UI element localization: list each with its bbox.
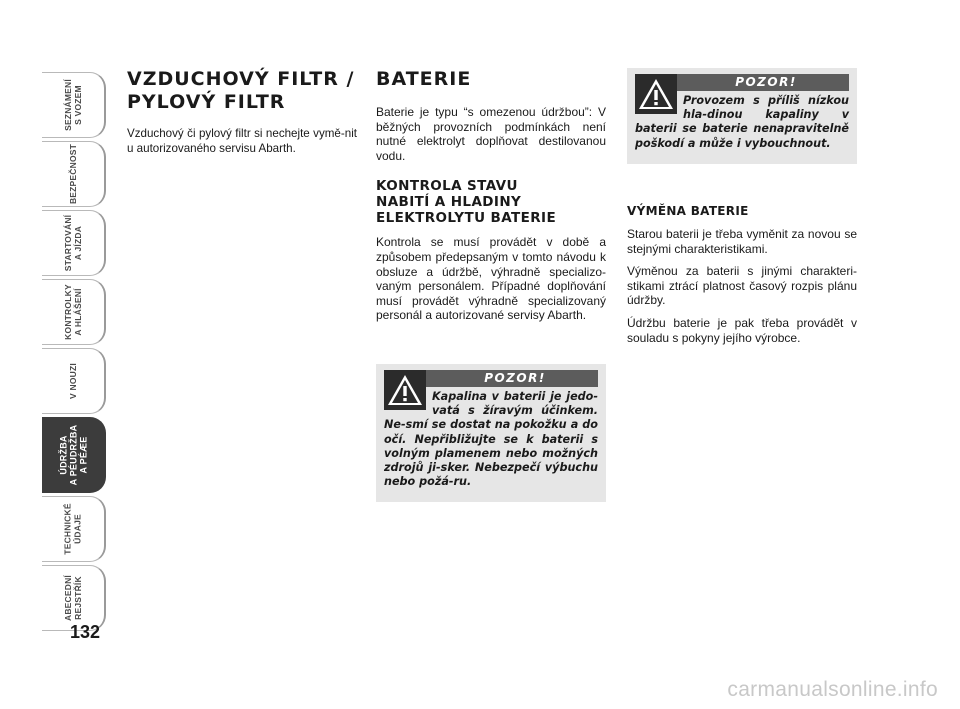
tab-technicke-udaje[interactable] [42, 496, 106, 562]
replace-p1: Starou baterii je třeba vyměnit za novou se stejnými charakteristikami. [627, 227, 857, 256]
replace-title: VÝMĚNA BATERIE [627, 204, 749, 218]
warning-text: Kapalina v baterii je jedo-vatá s žíravým účinkem. Ne-smí se dostat na pokožku a do očí. Nepřibližujte se k baterii s volným plamenem nebo možných zdrojů ji-sker. Nebezpečí výbuchu nebo požá-ru. [384, 390, 598, 489]
tab-seznameni[interactable] [42, 72, 106, 138]
check-text: Kontrola se musí provádět v době a způsobem předepsaným v tomto návodu k obsluze a údržbě, výhradně specializo-vaným personálem. Případné doplňování musí provádět výhradně specializovaný personál a autorizované servisy Abarth. [376, 235, 606, 323]
replace-p3: Údržbu baterie je pak třeba provádět v souladu s pokyny jejího výrobce. [627, 315, 857, 345]
warning-triangle-icon [384, 370, 426, 410]
tab-label: BEZPEČNOST [68, 143, 78, 205]
tab-label: V NOUZI [68, 363, 78, 399]
battery-section [376, 68, 606, 323]
replace-section [627, 204, 857, 345]
replace-p2: Výměnou za baterii s jinými charakteri-stikami ztrácí platnost časový rozpis plánu údržby. [627, 264, 857, 308]
filter-section [127, 68, 357, 156]
filter-text: Vzduchový či pylový filtr si nechejte vymě-nit u autorizovaného servisu Abarth. [127, 127, 357, 155]
page-number: 132 [70, 622, 101, 642]
tab-startovani[interactable] [42, 210, 106, 276]
tab-label: KONTROLKY A HLÁŠENÍ [62, 284, 83, 340]
tab-label: SEZNÁMENÍ S VOZEM [62, 79, 83, 131]
battery-intro: Baterie je typu “s omezenou údržbou”: V běžných provozních podmínkách není nutné elektrolyt doplňovat destilovanou vodu. [376, 105, 606, 163]
battery-title: BATERIE [376, 68, 472, 90]
tab-label: ÚDRŽBA A PÉUDRŽBA A PÉÆE [57, 424, 88, 486]
filter-title: VZDUCHOVÝ FILTR / PYLOVÝ FILTR [127, 68, 355, 113]
watermark: carmanualsonline.info [727, 678, 938, 701]
tab-label: STARTOVÁNÍ A JÍZDA [63, 214, 83, 272]
warning-box-low-level [627, 68, 857, 164]
tab-udrzba[interactable] [42, 417, 106, 493]
tab-bezpecnost[interactable] [42, 141, 106, 207]
tab-v-nouzi[interactable] [42, 348, 106, 414]
warning-box-electrolyte [376, 364, 606, 502]
warning-title: POZOR! [384, 370, 598, 387]
warning-triangle-icon [635, 74, 677, 114]
check-title: KONTROLA STAVU NABITÍ A HLADINY ELEKTROLYTU BATERIE [376, 178, 557, 227]
tab-label: ABECEDNÍ REJSTŘÍK [63, 575, 83, 621]
warning-title: POZOR! [635, 74, 849, 91]
warning-text: Provozem s příliš nízkou hla-dinou kapaliny v baterii se baterie nenapravitelně poškodí a může i vybouchnout. [635, 94, 849, 150]
tab-label: TECHNICKÉ ÚDAJE [62, 503, 83, 555]
tab-kontrolky[interactable] [42, 279, 106, 345]
